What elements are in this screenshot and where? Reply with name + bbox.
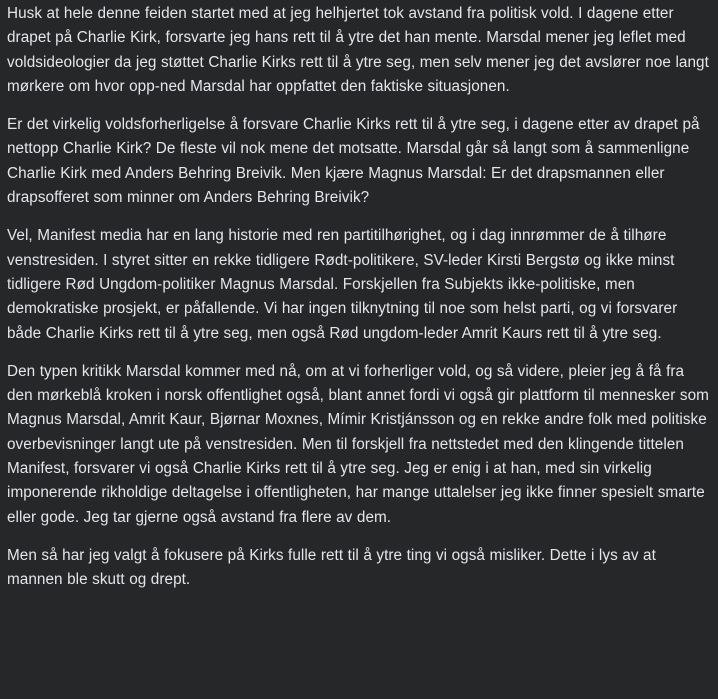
post-paragraph-2: Er det virkelig voldsforherligelse å forsvare Charlie Kirks rett til å ytre seg, i dagene etter av drapet på nettopp Charlie Kirk? De fleste vil nok mene det motsatte. Marsdal går så langt som å sammenligne Charlie Kirk med Anders Behring Breivik. Men kjære Magnus Marsdal: Er det drapsmannen eller drapsofferet som minner om Anders Behring Breivik? [7,116,700,207]
post-paragraph-1: Husk at hele denne feiden startet med at jeg helhjertet tok avstand fra politisk vold. I dagene etter drapet på Charlie Kirk, forsvarte jeg hans rett til å ytre det han mente. Marsdal mener jeg leflet med voldsideologier da jeg støttet Charlie Kirks rett til å ytre seg, men selv mener jeg det avslører noe langt mørkere om hvor opp-ned Marsdal har oppfattet den faktiske situasjonen. [7,5,709,95]
post-paragraph-3: Vel, Manifest media har en lang historie med ren partitilhørighet, og i dag innrømmer de å tilhøre venstresiden. I styret sitter en rekke tidligere Rødt-politikere, SV-leder Kirsti Bergstø og ikke minst tidligere Rød Ungdom-politiker Magnus Marsdal. Forskjellen fra Subjekts ikke-politiske, men demokratiske prosjekt, er påfallende. Vi har ingen tilknytning til noe som helst parti, og vi forsvarer både Charlie Kirks rett til å ytre seg, men også Rød ungdom-leder Amrit Kaurs rett til å ytre seg. [7,227,678,342]
post-paragraph-5: Men så har jeg valgt å fokusere på Kirks fulle rett til å ytre ting vi også misliker. Dette i lys av at mannen ble skutt og drept. [7,546,656,589]
post-paragraph-4: Den typen kritikk Marsdal kommer med nå, om at vi forherliger vold, og så videre, pleier jeg å få fra den mørkeblå kroken i norsk offentlighet også, blant annet fordi vi også gir plattform til mennesker som Magnus Marsdal, Amrit Kaur, Bjørnar Moxnes, Mímir Kristjánsson og en rekke andre folk med politiske overbevisninger langt ute på venstresiden. Men til forskjell fra nettstedet med den klingende tittelen Manifest, forsvarer vi også Charlie Kirks rett til å ytre seg. Jeg er enig i at han, med sin virkelig imponerende rikholdige deltagelse i offentligheten, har mange uttalelser jeg ikke finner spesielt smarte eller gode. Jeg tar gjerne også avstand fra flere av dem. [7,362,709,526]
